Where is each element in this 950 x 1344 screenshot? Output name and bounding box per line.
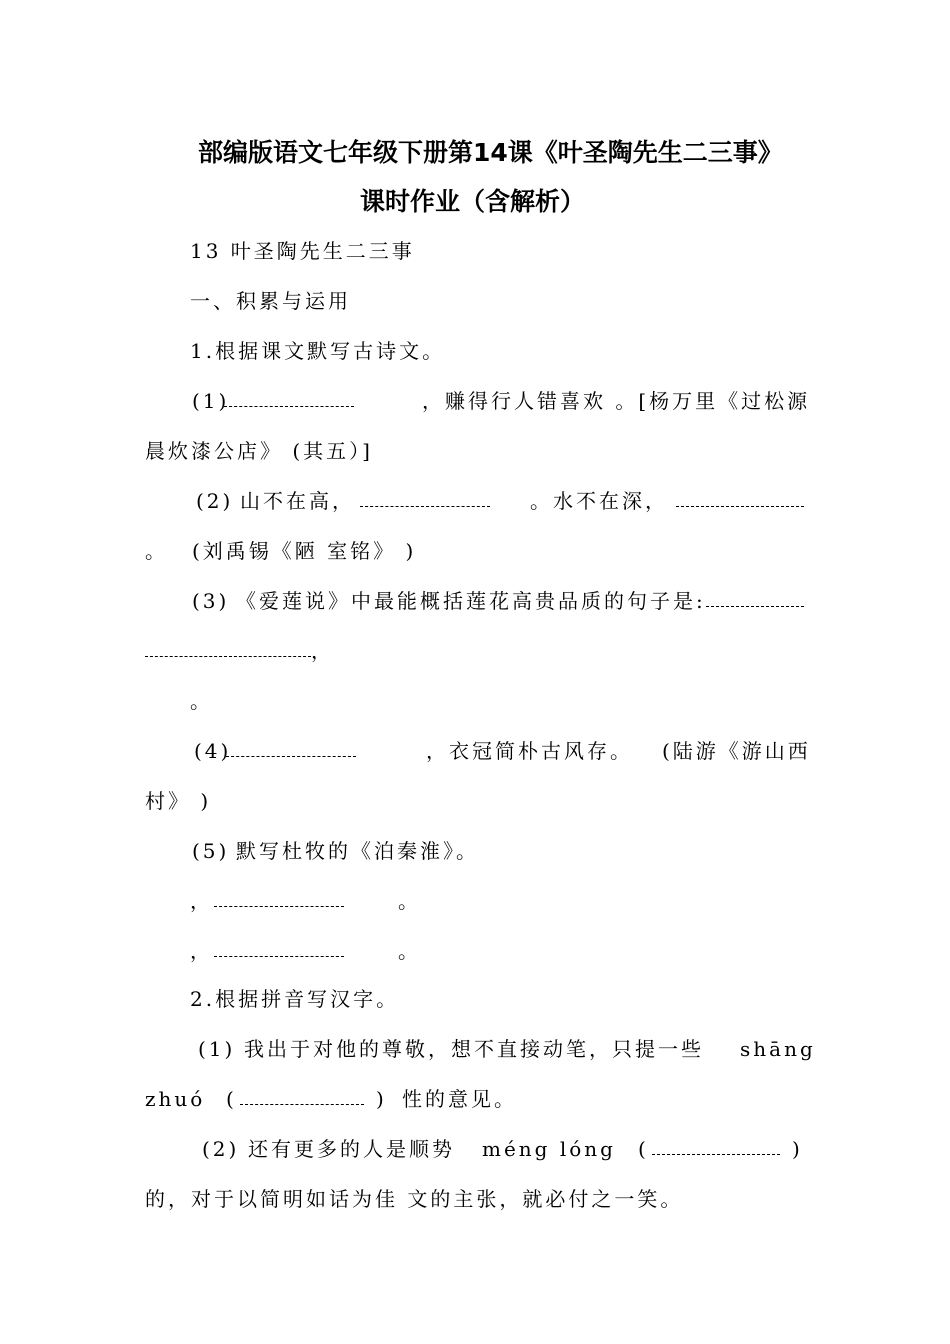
q2-stem: 2.根据拼音写汉字。 bbox=[190, 987, 400, 1011]
q1-item3-number: (3) bbox=[192, 589, 230, 613]
q1-item2-text-b: 。水不在深， bbox=[530, 489, 668, 513]
answer-blank[interactable] bbox=[240, 1090, 364, 1105]
q1-item2-text-a: 山不在高， bbox=[240, 489, 355, 513]
q1-item1-number: (1) bbox=[192, 389, 230, 413]
answer-blank[interactable] bbox=[676, 492, 804, 507]
q1-item5-comma: ， bbox=[190, 889, 213, 913]
q1-item2-period: 。 bbox=[145, 539, 168, 563]
q2-item2-open-paren: ( bbox=[638, 1137, 649, 1161]
title-line-2: 课时作业（含解析） bbox=[360, 187, 586, 216]
q1-item2-number: (2) bbox=[196, 489, 234, 513]
q2-item1-after: 性的意见。 bbox=[402, 1087, 517, 1111]
q2-item2-text: 还有更多的人是顺势 bbox=[248, 1137, 455, 1161]
q1-stem: 1.根据课文默写古诗文。 bbox=[190, 339, 446, 363]
q1-item2-source: (刘禹锡《陋 室铭》 ) bbox=[192, 539, 417, 563]
answer-blank[interactable] bbox=[224, 392, 354, 407]
section-heading: 一、积累与运用 bbox=[190, 289, 351, 313]
lesson-heading: 13 叶圣陶先生二三事 bbox=[190, 239, 415, 263]
q2-item1-number: (1) bbox=[198, 1037, 236, 1061]
title-line-1: 部编版语文七年级下册第14课《叶圣陶先生二三事》 bbox=[198, 138, 783, 167]
answer-blank[interactable] bbox=[214, 942, 344, 957]
q1-item5-period: 。 bbox=[398, 939, 421, 963]
answer-blank[interactable] bbox=[145, 642, 311, 657]
q1-item1-continuation: 晨炊漆公店》 (其五）] bbox=[145, 439, 373, 463]
q1-item5-comma: ， bbox=[190, 939, 213, 963]
answer-blank[interactable] bbox=[706, 592, 804, 607]
answer-blank[interactable] bbox=[214, 892, 344, 907]
q2-item1-close-paren: ) bbox=[376, 1087, 387, 1111]
q2-item2-number: (2) bbox=[202, 1137, 240, 1161]
q2-item1-text: 我出于对他的尊敬，想不直接动笔，只提一些 bbox=[244, 1037, 704, 1061]
q1-item5-number: (5) bbox=[192, 839, 230, 863]
q2-item1-pinyin-1: shāng bbox=[740, 1037, 816, 1061]
q1-item4-text: ，衣冠简朴古风存。 bbox=[426, 739, 633, 763]
q1-item4-number: (4) bbox=[194, 739, 232, 763]
q1-item4-source: (陆游《游山西 bbox=[662, 739, 811, 763]
q2-item2-pinyin: méng lóng bbox=[482, 1137, 616, 1161]
q2-item1-pinyin-2: zhuó bbox=[145, 1087, 206, 1111]
q2-item2-continuation: 的，对于以简明如话为佳 文的主张，就必付之一笑。 bbox=[145, 1187, 684, 1211]
q1-item3-end: 。 bbox=[190, 689, 213, 713]
q2-item1-open-paren: ( bbox=[226, 1087, 237, 1111]
q1-item4-continuation: 村》 ) bbox=[145, 789, 212, 813]
answer-blank[interactable] bbox=[226, 742, 356, 757]
q1-item5-text: 默写杜牧的《泊秦淮》。 bbox=[236, 839, 479, 863]
q2-item2-close-paren: ) bbox=[792, 1137, 803, 1161]
q1-item3-text: 《爱莲说》中最能概括莲花高贵品质的句子是: bbox=[236, 589, 706, 613]
answer-blank[interactable] bbox=[360, 492, 490, 507]
q1-item3-comma: ， bbox=[311, 639, 334, 663]
answer-blank[interactable] bbox=[652, 1140, 780, 1155]
q1-item5-period: 。 bbox=[398, 889, 421, 913]
q1-item1-text: ，赚得行人错喜欢 。[杨万里《过松源 bbox=[422, 389, 811, 413]
